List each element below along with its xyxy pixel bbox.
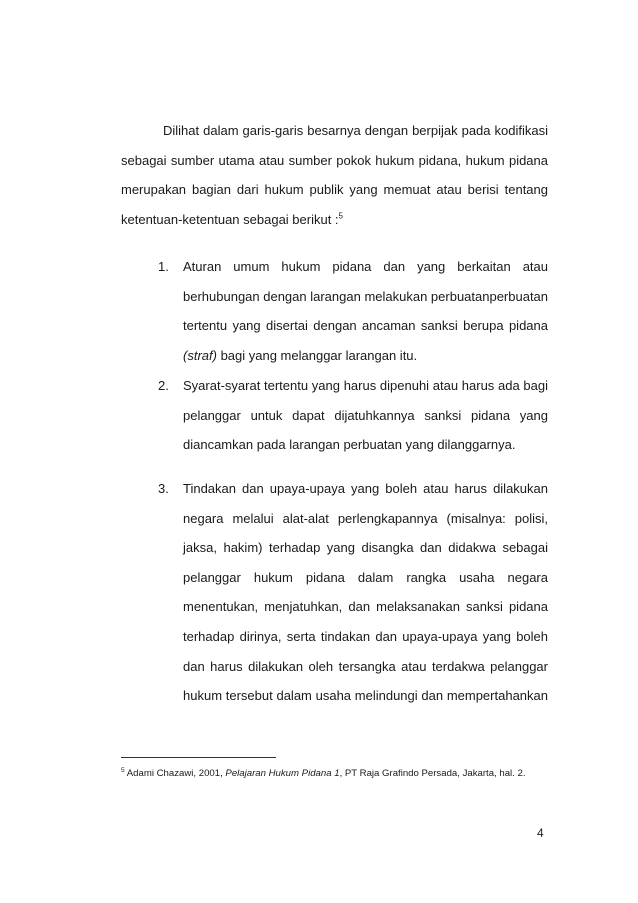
list-item-1-number: 1.: [158, 259, 169, 274]
list-item-2-line-2: pelanggar untuk dapat dijatuhkannya sanksi pidana yang: [183, 407, 548, 423]
intro-line-1: Dilihat dalam garis-garis besarnya dengan berpijak pada kodifikasi: [163, 123, 548, 138]
list-item-2-line-1: Syarat-syarat tertentu yang harus dipenuhi atau harus ada bagi: [183, 378, 548, 393]
list-item-3-text: [183, 474, 548, 711]
intro-paragraph: [121, 116, 548, 234]
list-item-2-number: 2.: [158, 378, 169, 393]
list-item-3-line-2: negara melalui alat-alat perlengkapannya (misalnya: polisi,: [183, 510, 548, 526]
list-item-2-line-3: diancamkan pada larangan perbuatan yang dilanggarnya.: [183, 437, 516, 453]
list-item-2-text: [183, 371, 548, 460]
footnote-text-after: , PT Raja Grafindo Persada, Jakarta, hal. 2.: [339, 768, 526, 779]
intro-line-4: [121, 205, 548, 235]
footnote: [121, 767, 526, 781]
intro-line-2: sebagai sumber utama atau sumber pokok hukum pidana, hukum pidana: [121, 152, 548, 168]
list-item-3-line-7: dan harus dilakukan oleh tersangka atau terdakwa pelanggar: [183, 658, 548, 674]
list-item-3-line-4: pelanggar hukum pidana dalam rangka usaha negara: [183, 569, 548, 585]
list-item-1-line-3: tertentu yang disertai dengan ancaman sanksi berupa pidana: [183, 318, 548, 334]
list-item-1-line-4: [183, 341, 548, 371]
footnote-text-before: Adami Chazawi, 2001,: [124, 768, 226, 779]
intro-line-4-text: ketentuan-ketentuan sebagai berikut :: [121, 211, 339, 227]
intro-line-3: merupakan bagian dari hukum publik yang memuat atau berisi tentang: [121, 182, 548, 198]
footnote-reference: 5: [338, 211, 343, 221]
list-item-1-text: [183, 252, 548, 370]
list-item-1-italic-term: (straf): [183, 347, 217, 363]
list-item-1-line-2: berhubungan dengan larangan melakukan perbuatanperbuatan: [183, 288, 549, 304]
list-item-3-line-8: hukum tersebut dalam usaha melindungi dan mempertahankan: [183, 688, 548, 704]
list-item-3-line-1: Tindakan dan upaya-upaya yang boleh atau harus dilakukan: [183, 481, 548, 496]
list-item-1-line-4-rest: bagi yang melanggar larangan itu.: [216, 347, 418, 363]
footnote-separator: [121, 757, 276, 758]
list-item-3-number: 3.: [158, 481, 169, 496]
footnote-marker: 5: [121, 766, 125, 774]
footnote-book-title: Pelajaran Hukum Pidana 1: [225, 768, 340, 779]
page-number: 4: [537, 826, 544, 840]
list-item-3-line-3: jaksa, hakim) terhadap yang disangka dan didakwa sebagai: [183, 540, 548, 556]
list-item-3-line-5: menentukan, menjatuhkan, dan melaksanakan sanksi pidana: [183, 599, 548, 615]
list-item-3-line-6: terhadap dirinya, serta tindakan dan upaya-upaya yang boleh: [183, 628, 548, 644]
list-item-1-line-1: Aturan umum hukum pidana dan yang berkaitan atau: [183, 259, 548, 274]
